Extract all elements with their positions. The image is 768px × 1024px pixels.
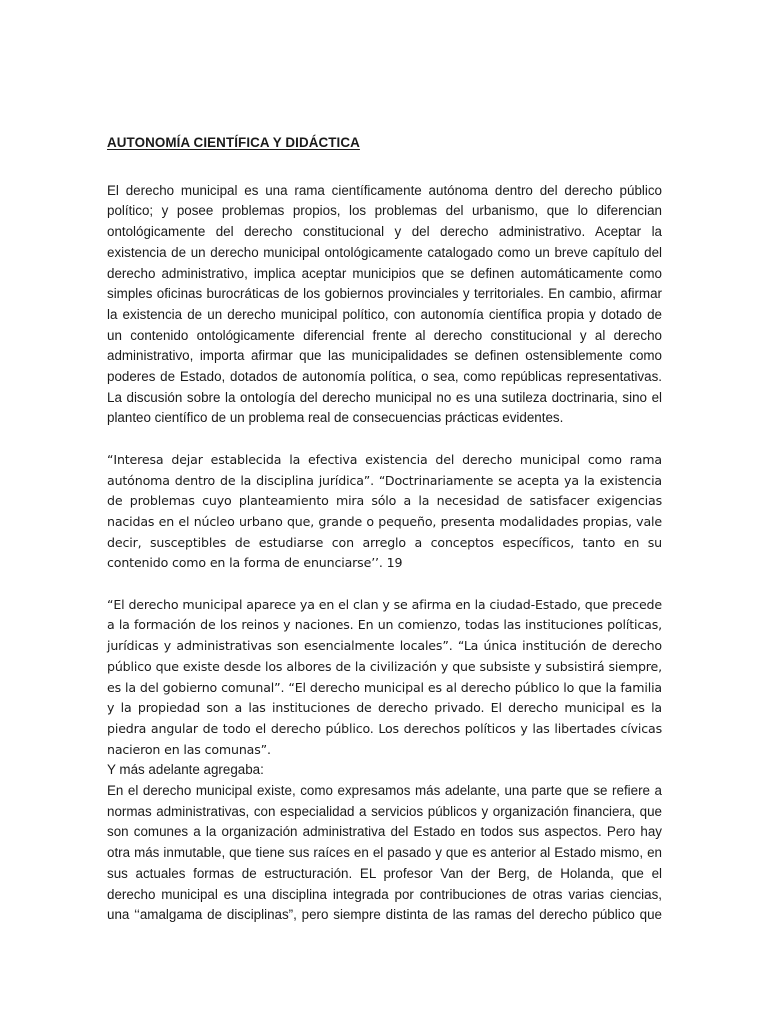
- paragraph-intro: El derecho municipal es una rama científicamente autónoma dentro del derecho público político; y posee problemas propios, los problemas del urbanismo, que lo diferencian ontológicamente del derecho constitucional y del derecho administrativo. Aceptar la existencia de un derecho municipal ontológicamente catalogado como un breve capítulo del derecho administrativo, implica aceptar municipios que se definen automáticamente como simples oficinas burocráticas de los gobiernos provinciales y territoriales. En cambio, afirmar la existencia de un derecho municipal político, con autonomía científica propia y dotado de un contenido ontológicamente diferencial frente al derecho constitucional y al derecho administrativo, importa afirmar que las municipalidades se definen ostensiblemente como poderes de Estado, dotados de autonomía política, o sea, como repúblicas representativas. La discusión sobre la ontología del derecho municipal no es una sutileza doctrinaria, sino el planteo científico de un problema real de consecuencias prácticas evidentes.: [107, 182, 662, 426]
- paragraph-transition: Y más adelante agregaba:: [107, 762, 264, 778]
- document-body: [107, 133, 662, 926]
- paragraph-quote-2: “El derecho municipal aparece ya en el clan y se afirma en la ciudad-Estado, que precede a la formación de los reinos y naciones. En un comienzo, todas las instituciones políticas, jurídicas y administrativas son esencialmente locales”. “La única institución de derecho público que existe desde los albores de la civilización y que subsiste y subsistirá siempre, es la del gobierno comunal”. “El derecho municipal es al derecho público lo que la familia y la propiedad son a las instituciones de derecho privado. El derecho municipal es la piedra angular de todo el derecho público. Los derechos políticos y las libertades cívicas nacieron en las comunas”.: [107, 596, 662, 757]
- section-heading: AUTONOMÍA CIENTÍFICA Y DIDÁCTICA: [107, 135, 360, 150]
- paragraph-quote-1: “Interesa dejar establecida la efectiva existencia del derecho municipal como rama autónoma dentro de la disciplina jurídica”. “Doctrinariamente se acepta ya la existencia de problemas cuyo planteamiento mira sólo a la necesidad de satisfacer exigencias nacidas en el núcleo urbano que, grande o pequeño, presenta modalidades propias, vale decir, susceptibles de estudiarse con arreglo a conceptos específicos, tanto en su contenido como en la forma de enunciarse’’. 19: [107, 451, 662, 571]
- paragraph-continued: En el derecho municipal existe, como expresamos más adelante, una parte que se refiere a normas administrativas, con especialidad a servicios públicos y organización financiera, que son comunes a la organización administrativa del Estado en todos sus aspectos. Pero hay otra más inmutable, que tiene sus raíces en el pasado y que es anterior al Estado mismo, en sus actuales formas de estructuración. EL profesor Van der Berg, de Holanda, que el derecho municipal es una disciplina integrada por contribuciones de otras varias ciencias, una ‘‘amalgama de disciplinas”, pero siempre distinta de las ramas del derecho público que: [107, 783, 662, 923]
